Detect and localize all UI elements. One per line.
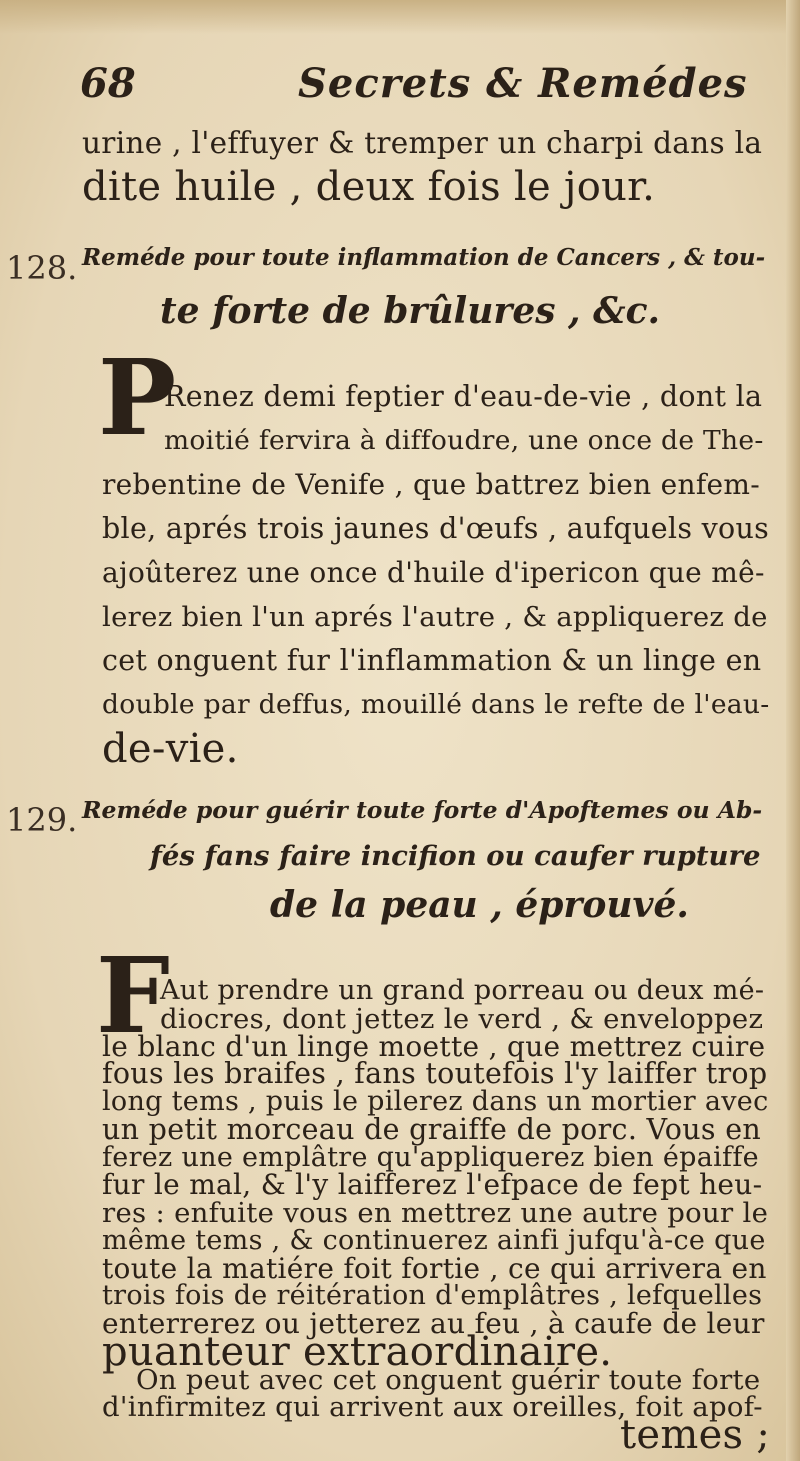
body-line: diocres, dont jettez le verd , & enveloppez (160, 1003, 764, 1035)
recipe-title-line: fés fans faire incifion ou caufer rupture (150, 840, 761, 872)
page-top-shadow (0, 0, 800, 34)
body-line: toute la matiére foit fortie , ce qui arrivera en (102, 1252, 767, 1285)
recipe-number: 128. (6, 249, 78, 287)
running-title: Secrets & Remédes (298, 60, 748, 107)
body-line: enterrerez ou jetterez au feu , à caufe de leur (102, 1307, 765, 1340)
body-line: fur le mal, & l'y laifferez l'efpace de fept heu- (102, 1168, 763, 1201)
body-line: Renez demi feptier d'eau-de-vie , dont la (164, 380, 763, 413)
body-line: double par deffus, mouillé dans le refte de l'eau- (102, 689, 770, 720)
body-line: même tems , & continuerez ainfi jufqu'à-ce que (102, 1225, 766, 1256)
page-header (80, 60, 780, 110)
recipe-title-line: Reméde pour toute inflammation de Cancers , & tou- (82, 244, 766, 271)
body-line: ferez une emplâtre qu'appliquerez bien épaiffe (102, 1142, 759, 1173)
recipe-title-line: te forte de brûlures , &c. (160, 290, 661, 332)
body-line: ajoûterez une once d'huile d'ipericon que mê- (102, 556, 765, 589)
body-line: de-vie. (102, 726, 239, 772)
body-line: res : enfuite vous en mettrez une autre pour le (102, 1197, 769, 1229)
drop-cap: F (96, 934, 170, 1057)
body-line: trois fois de réitération d'emplâtres , lefquelles (102, 1280, 763, 1311)
body-line: ble, aprés trois jaunes d'œufs , aufquels vous (102, 512, 770, 545)
body-line: temes ; (620, 1412, 771, 1458)
body-line: fous les braifes , fans toutefois l'y laiffer trop (102, 1057, 768, 1090)
body-line: lerez bien l'un aprés l'autre , & appliquerez de (102, 601, 768, 633)
body-line: puanteur extraordinaire. (102, 1329, 613, 1375)
body-line: rebentine de Venife , que battrez bien enfem- (102, 468, 761, 501)
body-line: un petit morceau de graiffe de porc. Vous en (102, 1113, 762, 1146)
recipe-number: 129. (6, 801, 78, 839)
recipe-title-line: de la peau , éprouvé. (270, 884, 689, 926)
body-line: long tems , puis le pilerez dans un mortier avec (102, 1086, 769, 1117)
page-right-edge (786, 0, 800, 1461)
intro-line: urine , l'effuyer & tremper un charpi dans la (82, 126, 763, 160)
body-line: On peut avec cet onguent guérir toute forte (136, 1364, 761, 1396)
body-line: Aut prendre un grand porreau ou deux mé- (160, 975, 765, 1006)
intro-line: dite huile , deux fois le jour. (82, 164, 656, 210)
body-line: cet onguent fur l'inflammation & un linge en (102, 644, 762, 677)
page-number: 68 (80, 60, 136, 107)
drop-cap: P (98, 336, 177, 459)
recipe-title-line: Reméde pour guérir toute forte d'Apoftemes ou Ab- (82, 796, 763, 824)
body-line: le blanc d'un linge moette , que mettrez cuire (102, 1030, 766, 1063)
body-line: moitié fervira à diffoudre, une once de The- (164, 425, 764, 456)
body-line: d'infirmitez qui arrivent aux oreilles, foit apof- (102, 1391, 763, 1423)
